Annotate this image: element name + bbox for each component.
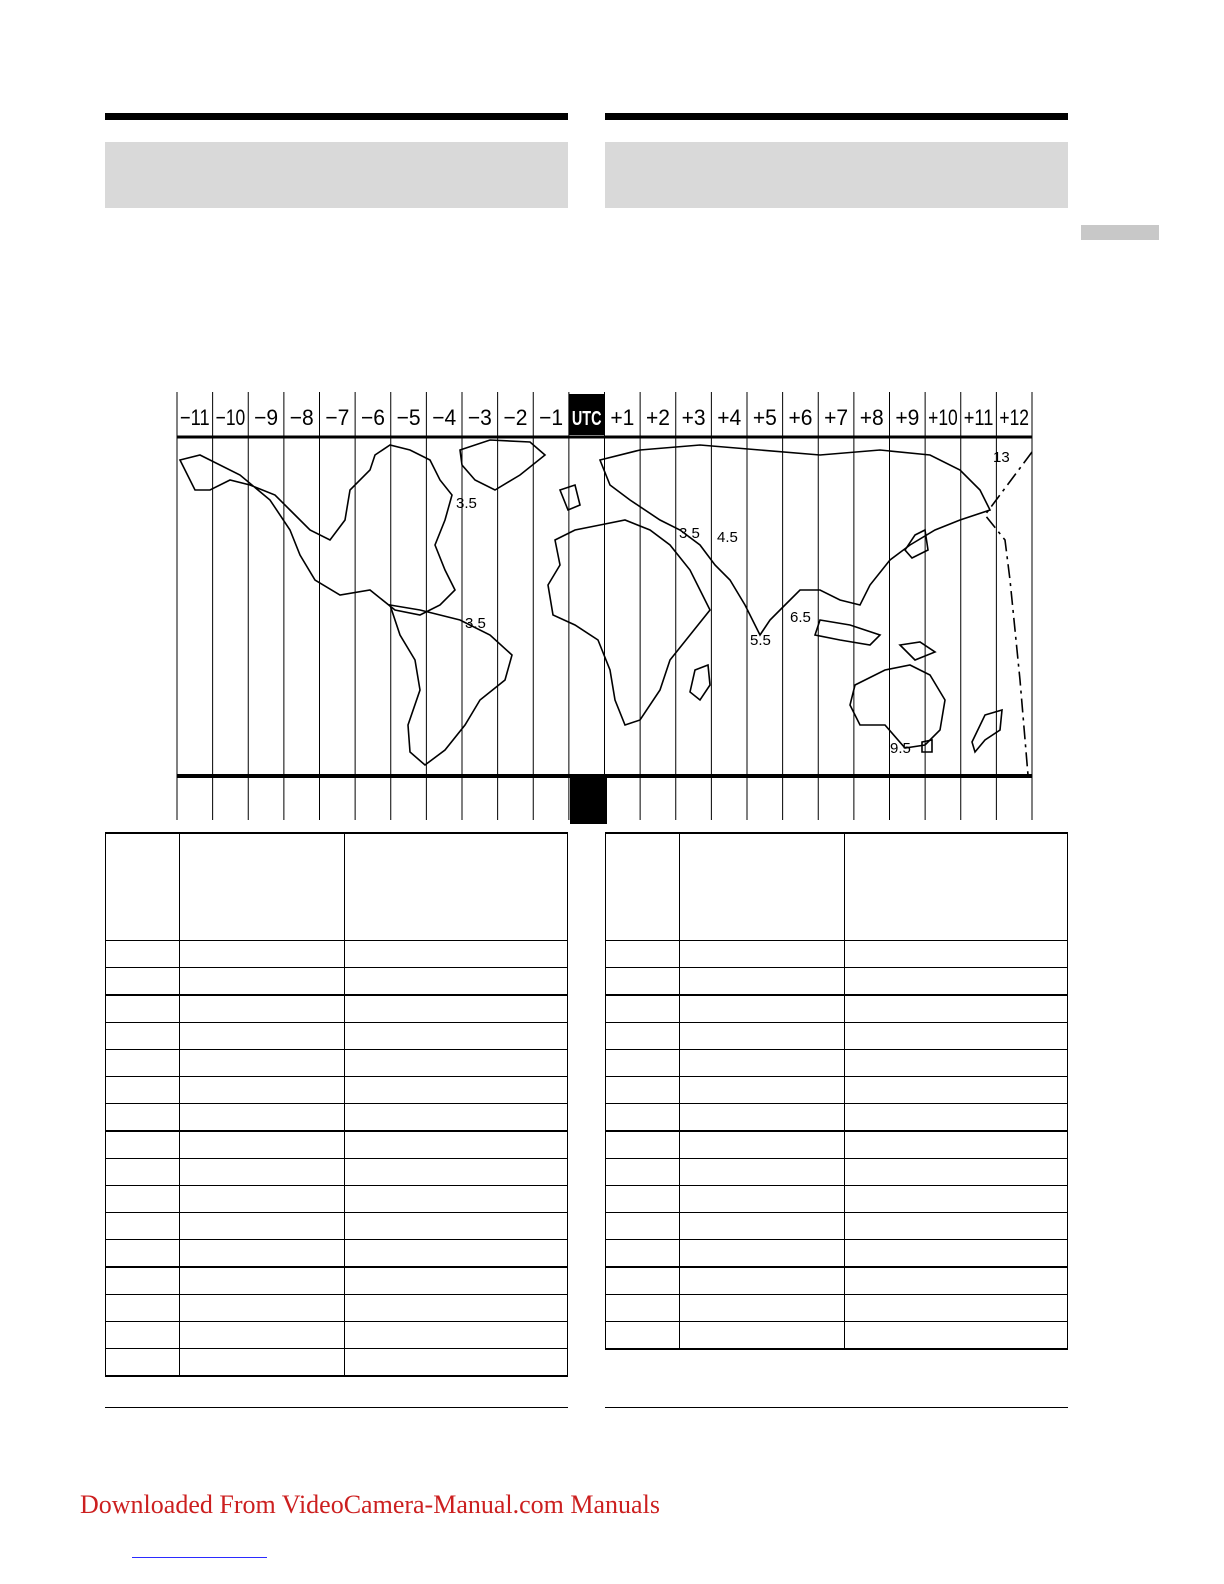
table-cell [345, 1349, 568, 1377]
table-cell [345, 1159, 568, 1186]
table-row [106, 1050, 568, 1077]
table-cell [845, 1104, 1068, 1132]
table-row [106, 1240, 568, 1268]
table-cell [680, 1213, 845, 1240]
time-zone-label: +11 [963, 405, 994, 430]
time-zone-label: −1 [539, 405, 564, 430]
table-cell [680, 1131, 845, 1159]
table-row [606, 1023, 1068, 1050]
side-chapter-tab [1081, 225, 1159, 240]
table-cell [680, 1023, 845, 1050]
table-row [606, 1267, 1068, 1295]
table-row [106, 941, 568, 968]
table-cell [180, 1131, 345, 1159]
table-cell [845, 1267, 1068, 1295]
time-zone-label: +10 [928, 405, 958, 430]
table-row [606, 995, 1068, 1023]
table-cell [180, 1050, 345, 1077]
table-row [606, 968, 1068, 996]
table-cell [180, 1077, 345, 1104]
table-cell [106, 995, 180, 1023]
table-cell [345, 1077, 568, 1104]
time-zone-label: −5 [396, 405, 421, 430]
table-row [606, 1131, 1068, 1159]
continent-outlines [180, 440, 1032, 775]
time-zone-label: −10 [215, 405, 246, 430]
table-cell [180, 1023, 345, 1050]
table-cell [180, 968, 345, 996]
north-america-outline [180, 445, 455, 615]
table-cell [606, 1023, 680, 1050]
table-cell [106, 1023, 180, 1050]
table-row [106, 1186, 568, 1213]
table-cell [680, 941, 845, 968]
offset-label-iran: 3.5 [679, 525, 700, 542]
table-cell [345, 1104, 568, 1132]
time-zone-label: +12 [999, 405, 1029, 430]
table-row [106, 1267, 568, 1295]
time-zone-label: +2 [645, 405, 670, 430]
table-cell [606, 1131, 680, 1159]
table-cell [345, 1050, 568, 1077]
table-cell [106, 1050, 180, 1077]
time-zone-label: +4 [717, 405, 742, 430]
new-zealand-outline [972, 710, 1002, 752]
table-row [606, 1240, 1068, 1268]
table-cell [845, 1213, 1068, 1240]
table-cell [345, 1186, 568, 1213]
table-cell [106, 1159, 180, 1186]
table-cell [106, 941, 180, 968]
table-cell [606, 968, 680, 996]
table-cell [845, 1131, 1068, 1159]
date-line [985, 452, 1032, 775]
table-cell [845, 1077, 1068, 1104]
greenland-outline [460, 440, 545, 490]
table-cell [345, 1295, 568, 1322]
table-cell [606, 1186, 680, 1213]
table-cell [606, 1322, 680, 1350]
table-cell [180, 941, 345, 968]
table-cell [345, 1322, 568, 1349]
table-cell [680, 1240, 845, 1268]
table-cell [680, 1104, 845, 1132]
table-row [606, 1050, 1068, 1077]
left-bottom-rule [105, 1407, 568, 1408]
time-zone-label: −4 [432, 405, 457, 430]
table-cell [180, 1213, 345, 1240]
table-cell [106, 1349, 180, 1377]
table-cell [180, 1240, 345, 1268]
table-cell [680, 968, 845, 996]
europe-africa-outline [548, 520, 710, 725]
table-cell [180, 1159, 345, 1186]
table-row [606, 941, 1068, 968]
world-time-zone-map [0, 380, 1224, 830]
table-cell [345, 1131, 568, 1159]
table-row [106, 1131, 568, 1159]
table-cell [106, 1186, 180, 1213]
table-cell [180, 1322, 345, 1349]
table-row [106, 968, 568, 996]
table-cell [106, 1131, 180, 1159]
time-zone-label: −2 [503, 405, 528, 430]
table-row [106, 1077, 568, 1104]
table-header-cell [180, 833, 345, 941]
table-cell [680, 1322, 845, 1350]
time-zone-table-left [105, 832, 568, 1377]
time-zone-label: −7 [325, 405, 350, 430]
table-cell [345, 941, 568, 968]
table-row [106, 1104, 568, 1132]
time-zone-label: +5 [752, 405, 777, 430]
right-section-header [605, 142, 1068, 208]
time-zone-label: −8 [289, 405, 314, 430]
table-cell [345, 1240, 568, 1268]
table-row [106, 1295, 568, 1322]
south-america-outline [390, 605, 512, 765]
table-cell [606, 1050, 680, 1077]
table-row [606, 1077, 1068, 1104]
table-row [606, 1104, 1068, 1132]
table-header-cell [680, 833, 845, 941]
time-zone-table-right [605, 832, 1068, 1350]
table-row [106, 995, 568, 1023]
table-cell [106, 1267, 180, 1295]
madagascar-outline [690, 665, 710, 700]
table-cell [606, 1159, 680, 1186]
table-cell [606, 1295, 680, 1322]
table-cell [106, 1295, 180, 1322]
table-cell [345, 968, 568, 996]
offset-label-tonga: 13 [993, 449, 1010, 466]
time-zone-label: +8 [859, 405, 884, 430]
table-cell [680, 995, 845, 1023]
table-cell [606, 1104, 680, 1132]
offset-label-newfoundland: 3.5 [456, 495, 477, 512]
table-cell [845, 941, 1068, 968]
offset-label-venezuela: 3.5 [465, 615, 486, 632]
table-cell [845, 1240, 1068, 1268]
time-zone-label: −6 [360, 405, 385, 430]
australia-outline [850, 665, 945, 748]
table-cell [180, 1349, 345, 1377]
table-header-cell [106, 833, 180, 941]
table-cell [606, 941, 680, 968]
table-cell [345, 1023, 568, 1050]
table-cell [345, 1267, 568, 1295]
table-cell [345, 1213, 568, 1240]
table-cell [180, 1104, 345, 1132]
table-row [106, 1023, 568, 1050]
right-bottom-rule [605, 1407, 1068, 1408]
time-zone-label: +7 [824, 405, 849, 430]
table-cell [606, 1267, 680, 1295]
table-cell [845, 968, 1068, 996]
time-zone-label: +9 [895, 405, 920, 430]
table-row [606, 1186, 1068, 1213]
table-cell [680, 1295, 845, 1322]
table-row [606, 1213, 1068, 1240]
table-cell [106, 1104, 180, 1132]
right-section-rule [605, 113, 1068, 120]
time-zone-label: +1 [610, 405, 635, 430]
table-cell [845, 1322, 1068, 1350]
table-cell [180, 995, 345, 1023]
table-header-cell [845, 833, 1068, 941]
time-zone-label: −3 [467, 405, 492, 430]
offset-label-afghanistan: 4.5 [717, 529, 738, 546]
table-cell [345, 995, 568, 1023]
table-cell [606, 995, 680, 1023]
uk-outline [560, 485, 580, 510]
offset-label-myanmar: 6.5 [790, 609, 811, 626]
time-zone-label: UTC [571, 408, 602, 430]
table-cell [845, 1159, 1068, 1186]
table-header-cell [345, 833, 568, 941]
table-cell [106, 968, 180, 996]
indonesia-outline [815, 620, 880, 645]
table-row [606, 1159, 1068, 1186]
table-cell [845, 1023, 1068, 1050]
time-zone-label: +6 [788, 405, 813, 430]
table-row [106, 1213, 568, 1240]
table-row [106, 1322, 568, 1349]
time-zone-header-row [180, 394, 1029, 435]
table-cell [680, 1077, 845, 1104]
time-zone-label: +3 [681, 405, 706, 430]
table-cell [180, 1267, 345, 1295]
offset-label-central-australia: 9.5 [890, 740, 911, 757]
table-cell [106, 1240, 180, 1268]
table-header-row [106, 833, 568, 941]
table-cell [606, 1240, 680, 1268]
new-guinea-outline [900, 642, 935, 660]
footer-link-underline [132, 1557, 267, 1558]
table-row [606, 1295, 1068, 1322]
offset-label-india: 5.5 [750, 632, 771, 649]
table-cell [845, 1050, 1068, 1077]
table-cell [106, 1077, 180, 1104]
table-row [606, 1322, 1068, 1350]
asia-outline [600, 445, 990, 635]
table-cell [106, 1322, 180, 1349]
time-zone-label: −11 [180, 405, 210, 430]
table-cell [680, 1050, 845, 1077]
table-row [106, 1349, 568, 1377]
table-cell [845, 995, 1068, 1023]
table-cell [845, 1295, 1068, 1322]
table-cell [680, 1159, 845, 1186]
table-cell [680, 1267, 845, 1295]
table-header-cell [606, 833, 680, 941]
utc-bottom-block [570, 776, 607, 824]
table-cell [180, 1186, 345, 1213]
left-section-rule [105, 113, 568, 120]
footer-download-link[interactable]: Downloaded From VideoCamera-Manual.com Manuals [80, 1490, 660, 1519]
table-header-row [606, 833, 1068, 941]
table-cell [606, 1213, 680, 1240]
japan-outline [905, 530, 928, 558]
table-cell [606, 1077, 680, 1104]
table-row [106, 1159, 568, 1186]
table-cell [845, 1186, 1068, 1213]
table-cell [106, 1213, 180, 1240]
time-zone-label: −9 [254, 405, 279, 430]
left-section-header [105, 142, 568, 208]
table-cell [680, 1186, 845, 1213]
table-cell [180, 1295, 345, 1322]
